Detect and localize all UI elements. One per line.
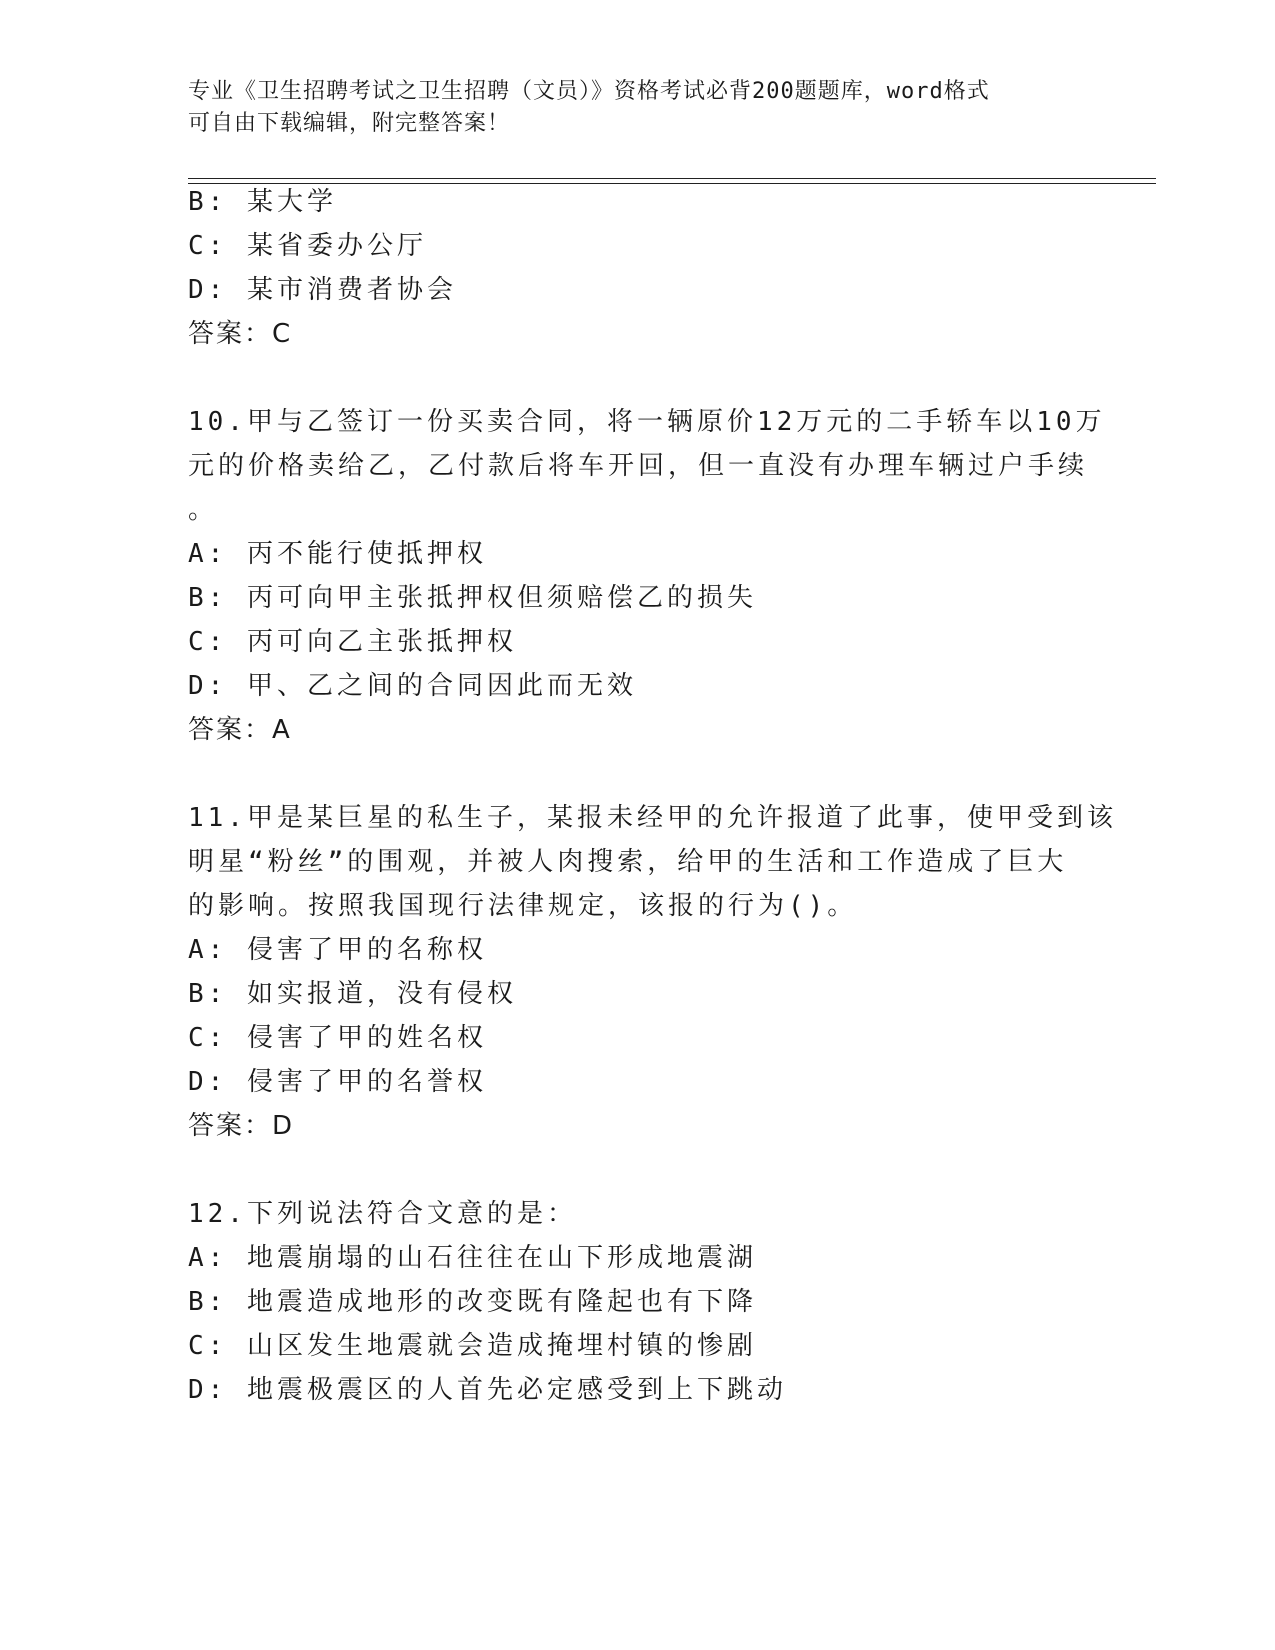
- q12-option-b: B: 地震造成地形的改变既有隆起也有下降: [188, 1287, 757, 1317]
- q12-option-c: C: 山区发生地震就会造成掩埋村镇的惨剧: [188, 1331, 757, 1361]
- q11-option-b: B: 如实报道，没有侵权: [188, 979, 517, 1009]
- q9-answer: 答案：C: [188, 319, 293, 349]
- q10-option-c: C: 丙可向乙主张抵押权: [188, 627, 517, 657]
- q10-option-d: D: 甲、乙之间的合同因此而无效: [188, 671, 637, 701]
- q11-option-c: C: 侵害了甲的姓名权: [188, 1023, 487, 1053]
- q10-text-line-3: 。: [188, 495, 219, 525]
- q11-answer: 答案：D: [188, 1111, 295, 1141]
- q10-answer: 答案：A: [188, 715, 292, 745]
- q11-text-line-3: 的影响。按照我国现行法律规定，该报的行为()。: [188, 891, 858, 921]
- header-line-2: 可自由下载编辑，附完整答案！: [188, 111, 511, 136]
- q11-option-a: A: 侵害了甲的名称权: [188, 935, 487, 965]
- q11-text-line-2: 明星“粉丝”的围观，并被人肉搜索，给甲的生活和工作造成了巨大: [188, 847, 1068, 877]
- q10-option-a: A: 丙不能行使抵押权: [188, 539, 487, 569]
- q12-option-a: A: 地震崩塌的山石往往在山下形成地震湖: [188, 1243, 757, 1273]
- q10-text-line-2: 元的价格卖给乙，乙付款后将车开回，但一直没有办理车辆过户手续: [188, 451, 1089, 481]
- q10-text-line-1: 10.甲与乙签订一份买卖合同，将一辆原价12万元的二手轿车以10万: [188, 407, 1106, 437]
- q11-text-line-1: 11.甲是某巨星的私生子，某报未经甲的允许报道了此事，使甲受到该: [188, 803, 1117, 833]
- q9-option-d: D: 某市消费者协会: [188, 275, 457, 305]
- q12-text-line-1: 12.下列说法符合文意的是：: [188, 1199, 577, 1229]
- q12-option-d: D: 地震极震区的人首先必定感受到上下跳动: [188, 1375, 787, 1405]
- document-header: [188, 76, 1088, 140]
- header-line-1: 专业《卫生招聘考试之卫生招聘（文员）》资格考试必背200题题库，word格式: [188, 79, 990, 104]
- q9-option-b: B: 某大学: [188, 187, 337, 217]
- q11-option-d: D: 侵害了甲的名誉权: [188, 1067, 487, 1097]
- header-divider-top: [188, 178, 1156, 179]
- q10-option-b: B: 丙可向甲主张抵押权但须赔偿乙的损失: [188, 583, 757, 613]
- q9-option-c: C: 某省委办公厅: [188, 231, 427, 261]
